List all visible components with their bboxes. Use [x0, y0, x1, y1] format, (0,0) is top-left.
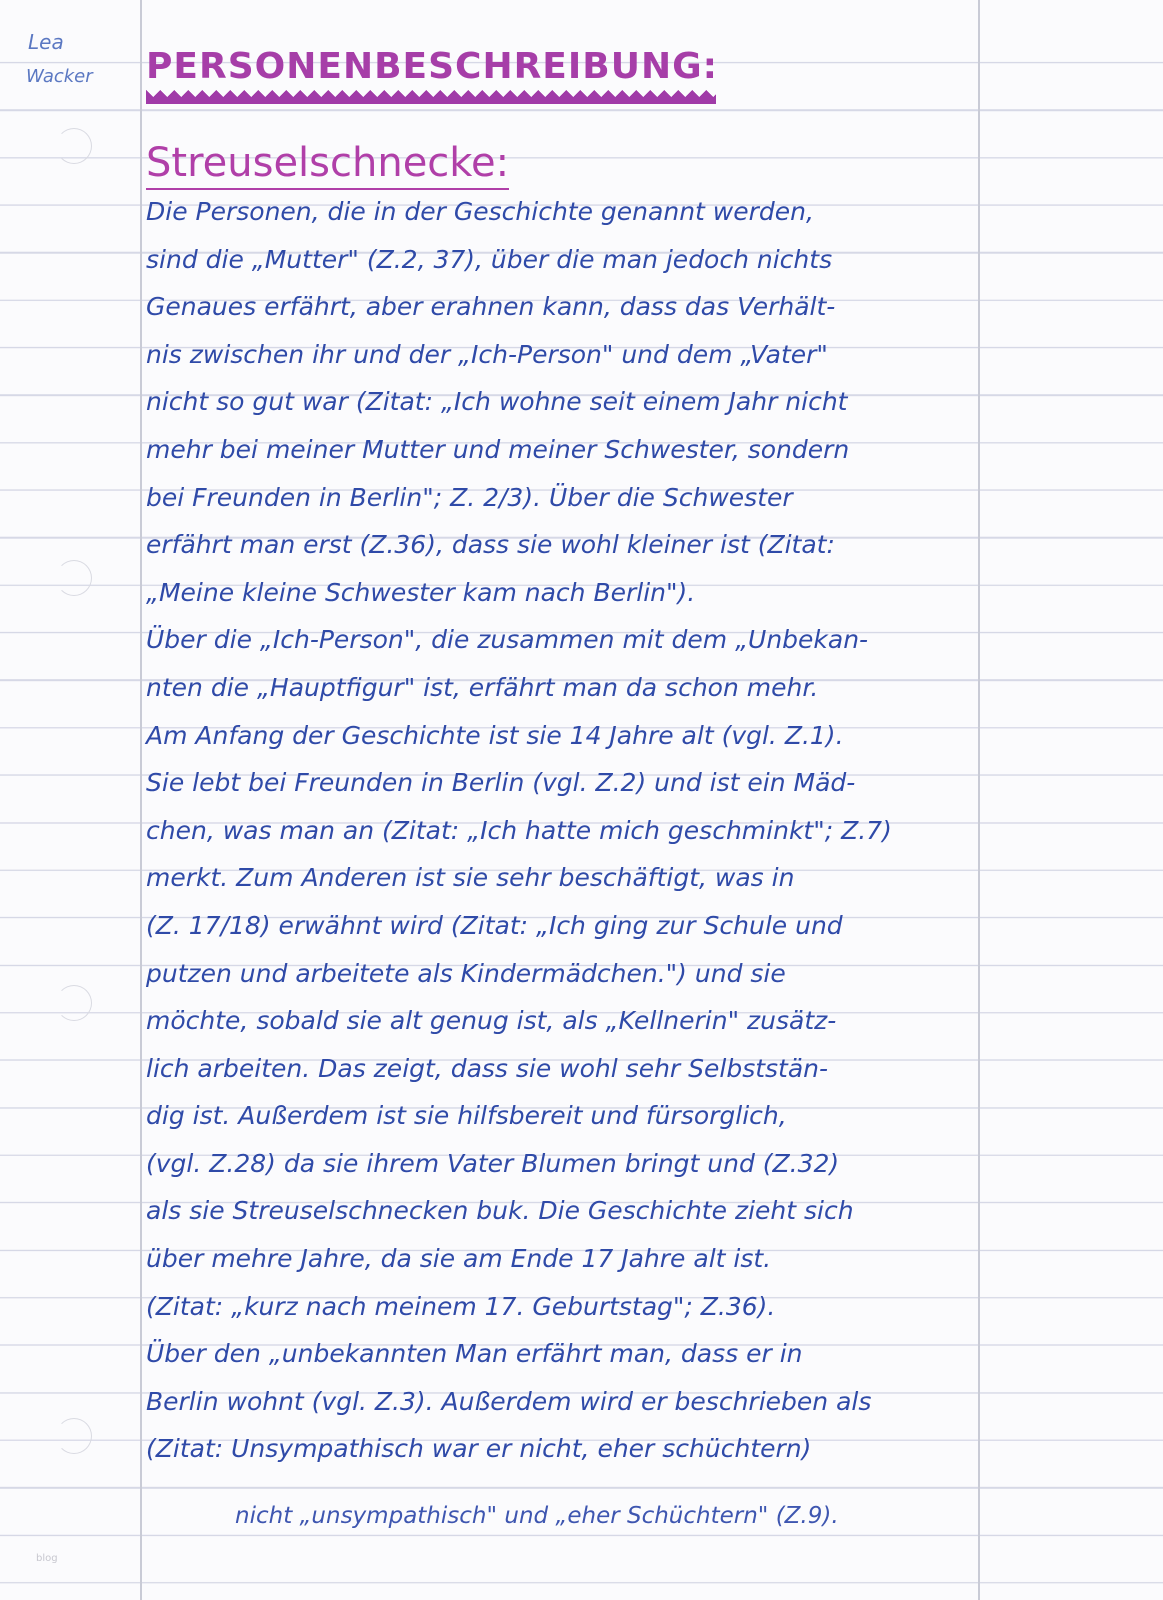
text-line [146, 1187, 976, 1235]
text-line [146, 1283, 976, 1331]
text-line [146, 997, 976, 1045]
text-line-content: (Z. 17/18) erwähnt wird (Zitat: „Ich ging zur Schule und [146, 910, 843, 940]
text-line-content: bei Freunden in Berlin"; Z. 2/3). Über die Schwester [146, 482, 793, 512]
punch-hole [56, 560, 92, 596]
text-body [146, 188, 976, 1473]
text-line [146, 902, 976, 950]
text-line-content: nicht so gut war (Zitat: „Ich wohne seit einem Jahr nicht [146, 387, 848, 417]
text-line [146, 664, 976, 712]
text-line [146, 1425, 976, 1473]
text-line-content: sind die „Mutter" (Z.2, 37), über die man jedoch nichts [146, 244, 833, 274]
text-line [146, 950, 976, 998]
text-line-content: putzen und arbeitete als Kindermädchen.") und sie [146, 958, 786, 988]
punch-hole [56, 985, 92, 1021]
text-line-content: Die Personen, die in der Geschichte genannt werden, [146, 197, 814, 226]
text-line [146, 616, 976, 664]
text-line [146, 1235, 976, 1283]
text-line-content: chen, was man an (Zitat: „Ich hatte mich geschminkt"; Z.7) [146, 815, 892, 845]
author-first-name: Lea [28, 30, 64, 54]
text-line [146, 1330, 976, 1378]
punch-hole [56, 128, 92, 164]
section-heading: Streuselschnecke: [146, 140, 509, 190]
text-line [146, 569, 976, 617]
text-line [146, 426, 976, 474]
text-line [146, 521, 976, 569]
text-line-content: Genaues erfährt, aber erahnen kann, dass das Verhält- [146, 292, 836, 322]
text-line [146, 1140, 976, 1188]
page-title: PERSONENBESCHREIBUNG: [146, 46, 719, 87]
text-line-content: möchte, sobald sie alt genug ist, als „Kellnerin" zusätz- [146, 1006, 837, 1036]
watermark: blog [36, 1553, 58, 1564]
text-line-content: lich arbeiten. Das zeigt, dass sie wohl sehr Selbststän- [146, 1053, 829, 1083]
text-line-content: merkt. Zum Anderen ist sie sehr beschäftigt, was in [146, 863, 795, 893]
title-underline-decoration [146, 90, 716, 106]
text-line-content: Über die „Ich-Person", die zusammen mit dem „Unbekan- [146, 625, 869, 655]
punch-hole [56, 1418, 92, 1454]
text-line-content: als sie Streuselschnecken buk. Die Geschichte zieht sich [146, 1196, 854, 1226]
author-last-name: Wacker [26, 66, 93, 87]
text-line-content: (Zitat: Unsympathisch war er nicht, eher schüchtern) [146, 1434, 812, 1464]
last-line: nicht „unsympathisch" und „eher Schüchtern" (Z.9). [235, 1503, 839, 1529]
left-margin-line [140, 0, 142, 1600]
text-line [146, 759, 976, 807]
text-line-content: Über den „unbekannten Man erfährt man, dass er in [146, 1339, 803, 1369]
text-line [146, 474, 976, 522]
text-line-content: (Zitat: „kurz nach meinem 17. Geburtstag"; Z.36). [146, 1291, 776, 1321]
text-line-content: über mehre Jahre, da sie am Ende 17 Jahre alt ist. [146, 1244, 772, 1274]
text-line-content: Berlin wohnt (vgl. Z.3). Außerdem wird er beschrieben als [146, 1386, 872, 1416]
text-line [146, 807, 976, 855]
text-line [146, 378, 976, 426]
text-line [146, 331, 976, 379]
text-line-content: erfährt man erst (Z.36), dass sie wohl kleiner ist (Zitat: [146, 530, 835, 560]
text-line-content: nis zwischen ihr und der „Ich-Person" und dem „Vater" [146, 339, 828, 369]
text-line-content: dig ist. Außerdem ist sie hilfsbereit und fürsorglich, [146, 1101, 787, 1131]
text-line-content: Sie lebt bei Freunden in Berlin (vgl. Z.2) und ist ein Mäd- [146, 768, 856, 798]
text-line-content: Am Anfang der Geschichte ist sie 14 Jahre alt (vgl. Z.1). [146, 720, 844, 750]
text-line-content: (vgl. Z.28) da sie ihrem Vater Blumen bringt und (Z.32) [146, 1148, 840, 1178]
text-line-content: mehr bei meiner Mutter und meiner Schwester, sondern [146, 434, 850, 464]
text-line [146, 236, 976, 284]
text-line-content: „Meine kleine Schwester kam nach Berlin"). [146, 577, 696, 607]
text-line [146, 1045, 976, 1093]
text-line [146, 712, 976, 760]
text-line [146, 854, 976, 902]
text-line [146, 283, 976, 331]
right-margin-line [978, 0, 980, 1600]
text-line [146, 1378, 976, 1426]
text-line [146, 1092, 976, 1140]
text-line [146, 188, 976, 236]
text-line-content: nten die „Hauptfigur" ist, erfährt man da schon mehr. [146, 672, 819, 702]
